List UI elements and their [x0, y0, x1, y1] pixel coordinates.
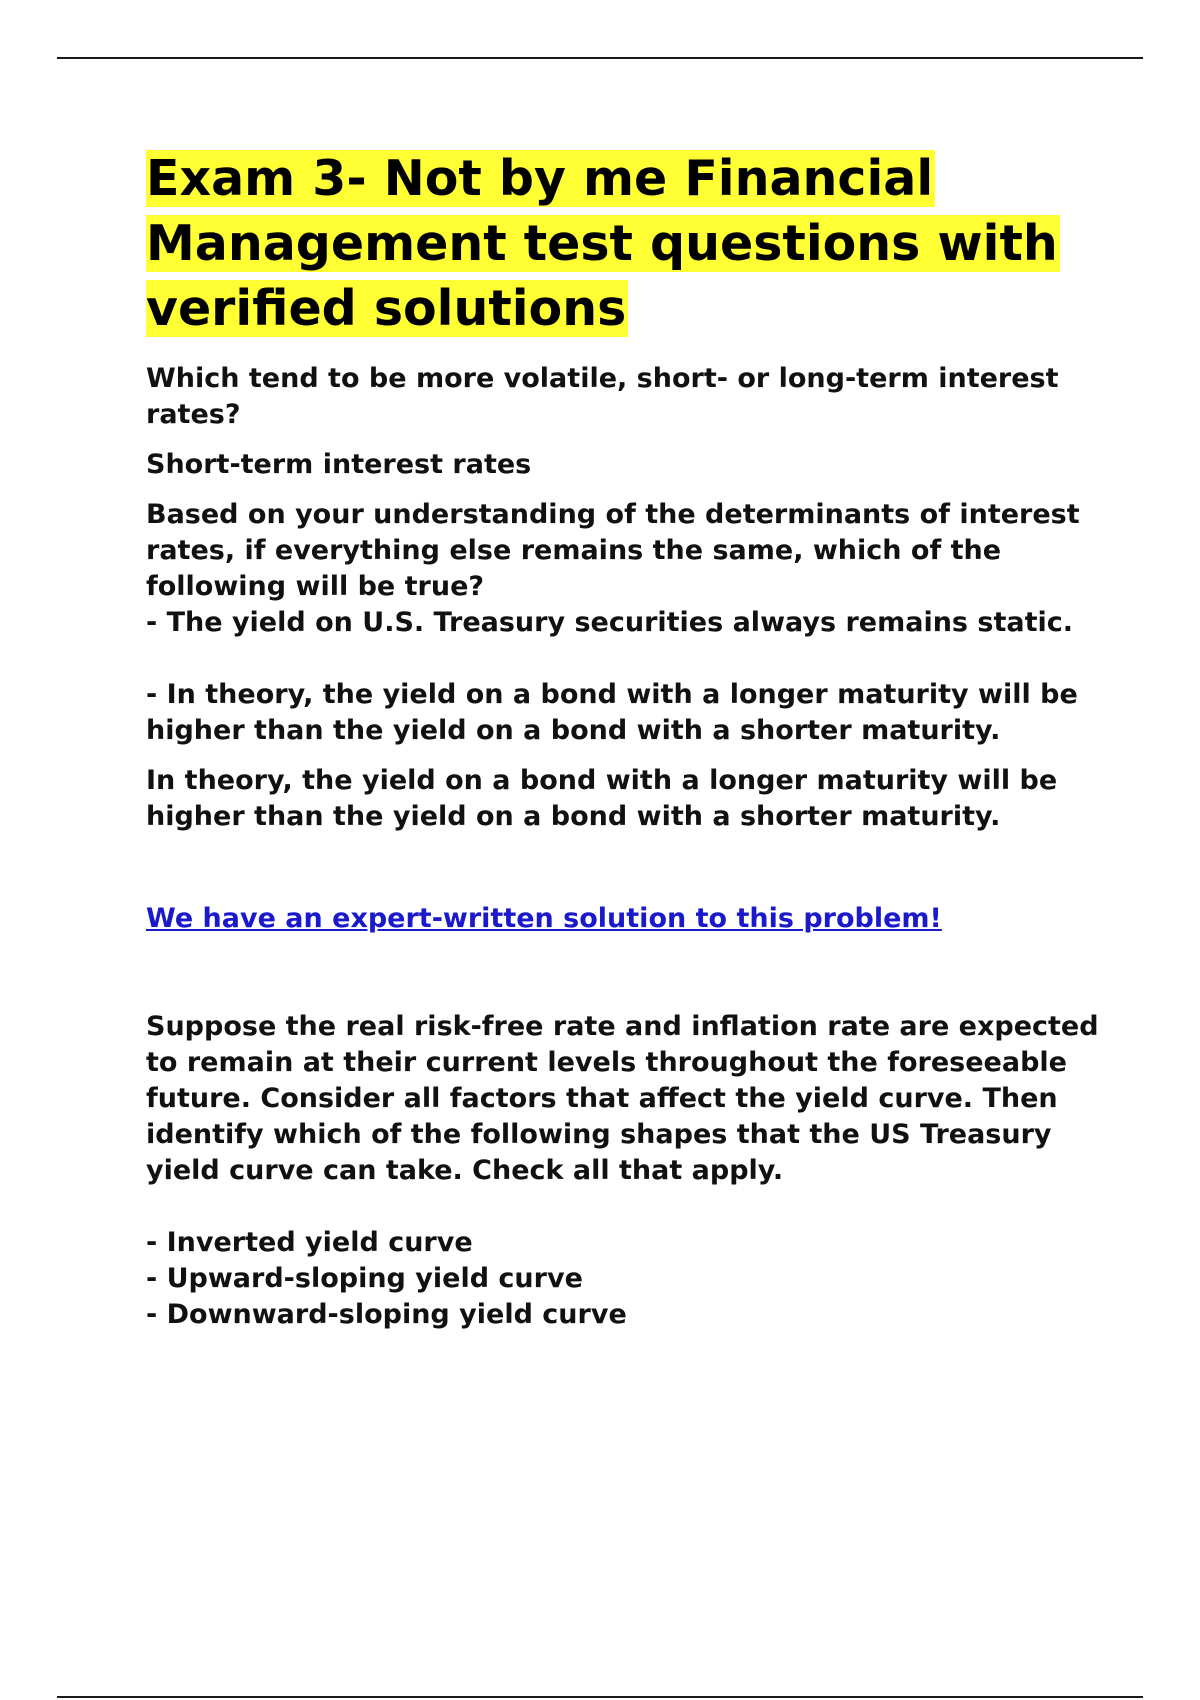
top-divider [57, 57, 1143, 59]
question-1: Which tend to be more volatile, short- or long-term interest rates? [146, 363, 1059, 430]
title-highlight: Exam 3- Not by me Financial Management test questions with verified solutions [146, 150, 1058, 337]
expert-solution-link[interactable]: We have an expert-written solution to this problem! [146, 903, 942, 934]
answer-2: In theory, the yield on a bond with a longer maturity will be higher than the yield on a bond with a shorter maturity. [146, 765, 1058, 832]
question-3: Suppose the real risk-free rate and inflation rate are expected to remain at their current levels throughout the foreseeable future. Consider all factors that affect the yield curve. Then identify which of the following shapes that the US Treasury yield curve can take. Check all that apply. - Inverted yield curve - Upward-sloping yield curve - Downward-sloping yield curve [146, 1011, 1099, 1330]
bottom-divider [57, 1696, 1143, 1698]
document-title [146, 146, 1106, 341]
answer-1: Short-term interest rates [146, 449, 532, 480]
question-2: Based on your understanding of the determinants of interest rates, if everything else remains the same, which of the following will be true? - The yield on U.S. Treasury securities always remains static. - In theory, the yield on a bond with a longer maturity will be higher than the yield on a bond with a shorter maturity. [146, 499, 1080, 746]
document-body [146, 146, 1106, 1333]
